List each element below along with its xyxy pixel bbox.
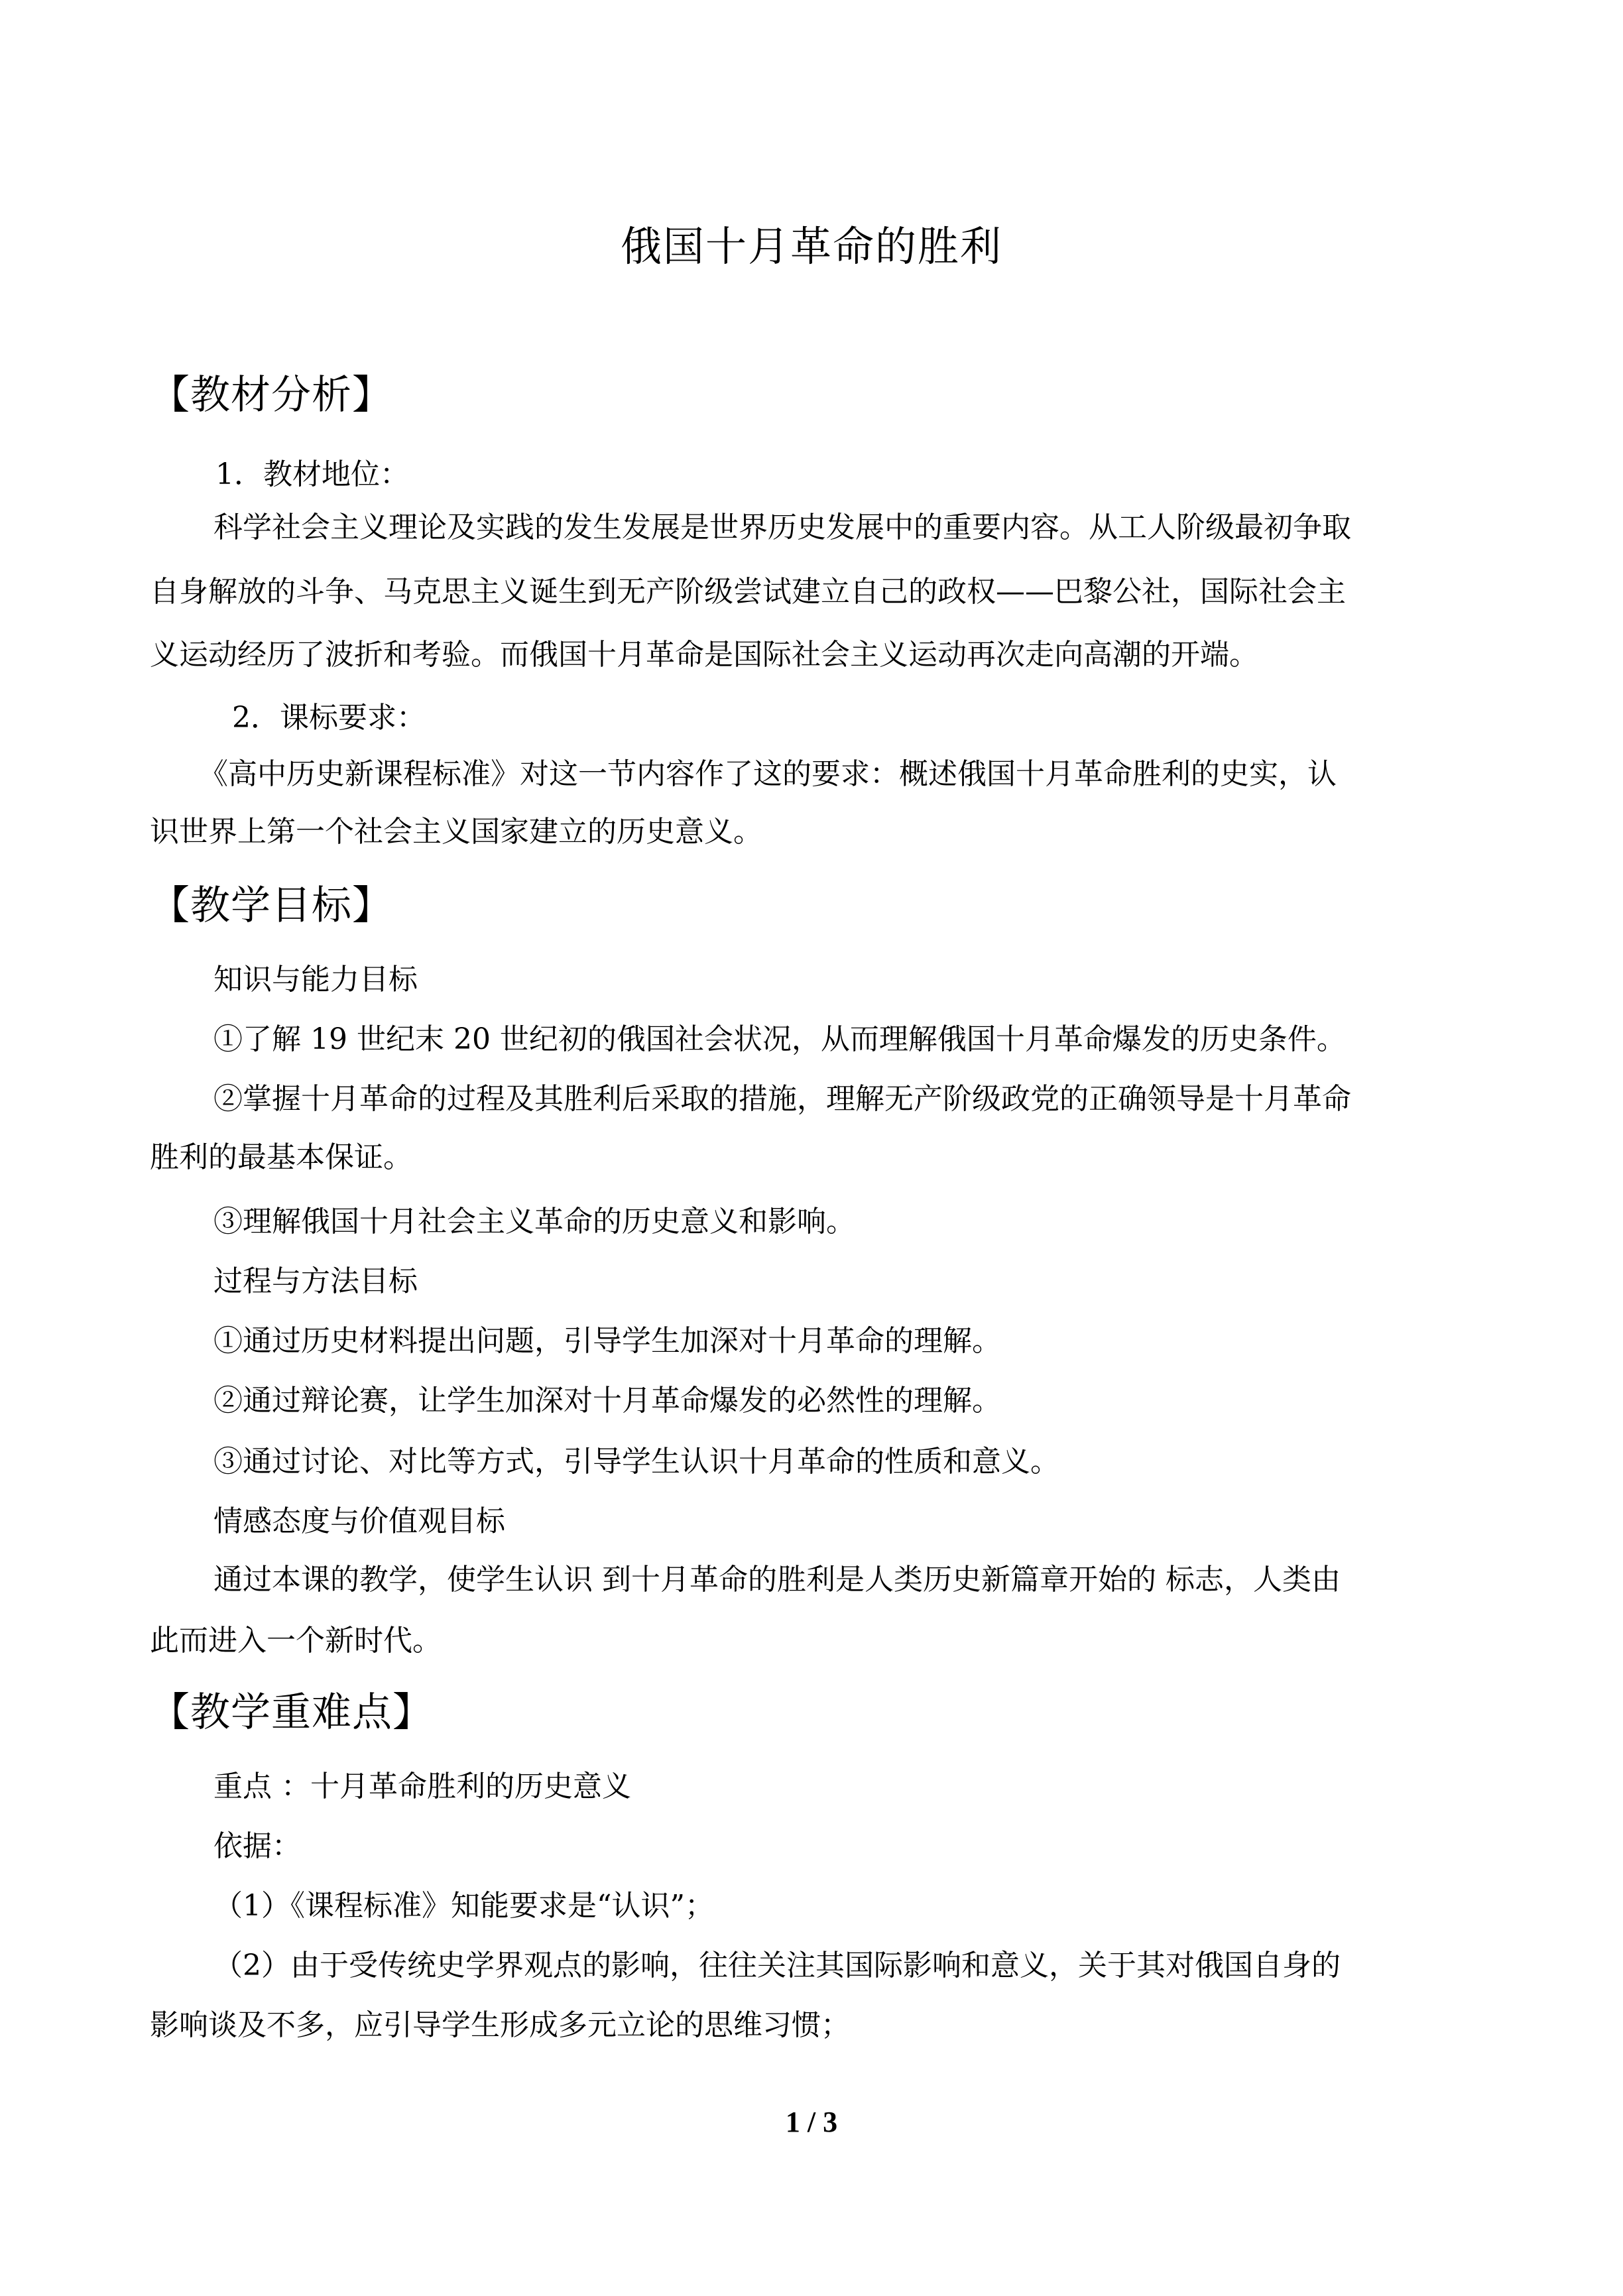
goal-item: ②通过辩论赛，让学生加深对十月革命爆发的必然性的理解。 (213, 1384, 1001, 1418)
basis-item: 影响谈及不多，应引导学生形成多元立论的思维习惯； (150, 2008, 850, 2042)
process-goal-label: 过程与方法目标 (213, 1264, 418, 1298)
item1-label: 1．教材地位： (215, 457, 409, 491)
goal-item: 此而进入一个新时代。 (150, 1624, 442, 1658)
item2-label: 2．课标要求： (232, 701, 426, 735)
paragraph-line: 科学社会主义理论及实践的发生发展是世界历史发展中的重要内容。从工人阶级最初争取 (213, 511, 1351, 544)
goal-item: ①了解 19 世纪末 20 世纪初的俄国社会状况，从而理解俄国十月革命爆发的历史条件。 (213, 1022, 1346, 1056)
paragraph-line: 识世界上第一个社会主义国家建立的历史意义。 (150, 815, 762, 849)
goal-item: ②掌握十月革命的过程及其胜利后采取的措施，理解无产阶级政党的正确领导是十月革命 (213, 1082, 1351, 1116)
goal-item: 胜利的最基本保证。 (150, 1140, 412, 1174)
page-number: 1 / 3 (785, 2106, 838, 2138)
goal-item: ③通过讨论、对比等方式，引导学生认识十月革命的性质和意义。 (213, 1445, 1059, 1479)
emotion-goal-label: 情感态度与价值观目标 (213, 1504, 505, 1538)
section-heading-goals: 【教学目标】 (150, 882, 392, 929)
paragraph-line: 义运动经历了波折和考验。而俄国十月革命是国际社会主义运动再次走向高潮的开端。 (150, 638, 1258, 672)
basis-label: 依据： (213, 1829, 301, 1863)
focus-point: 重点 ：十月革命胜利的历史意义 (213, 1770, 631, 1803)
basis-item: （1）《课程标准》知能要求是“认识”； (213, 1889, 714, 1923)
goal-item: ③理解俄国十月社会主义革命的历史意义和影响。 (213, 1205, 855, 1239)
paragraph-line: 自身解放的斗争、马克思主义诞生到无产阶级尝试建立自己的政权——巴黎公社，国际社会主 (150, 575, 1346, 609)
section-heading-keypoints: 【教学重难点】 (150, 1689, 433, 1736)
basis-item: （2）由于受传统史学界观点的影响，往往关注其国际影响和意义，关于其对俄国自身的 (213, 1949, 1341, 1982)
document-title: 俄国十月革命的胜利 (620, 222, 1002, 271)
paragraph-line: 《高中历史新课程标准》对这一节内容作了这的要求：概述俄国十月革命胜利的史实，认 (199, 757, 1337, 791)
knowledge-goal-label: 知识与能力目标 (213, 963, 418, 997)
section-heading-analysis: 【教材分析】 (150, 372, 392, 418)
goal-item: 通过本课的教学，使学生认识 到十月革命的胜利是人类历史新篇章开始的 标志，人类由 (213, 1563, 1341, 1597)
goal-item: ①通过历史材料提出问题，引导学生加深对十月革命的理解。 (213, 1324, 1001, 1358)
